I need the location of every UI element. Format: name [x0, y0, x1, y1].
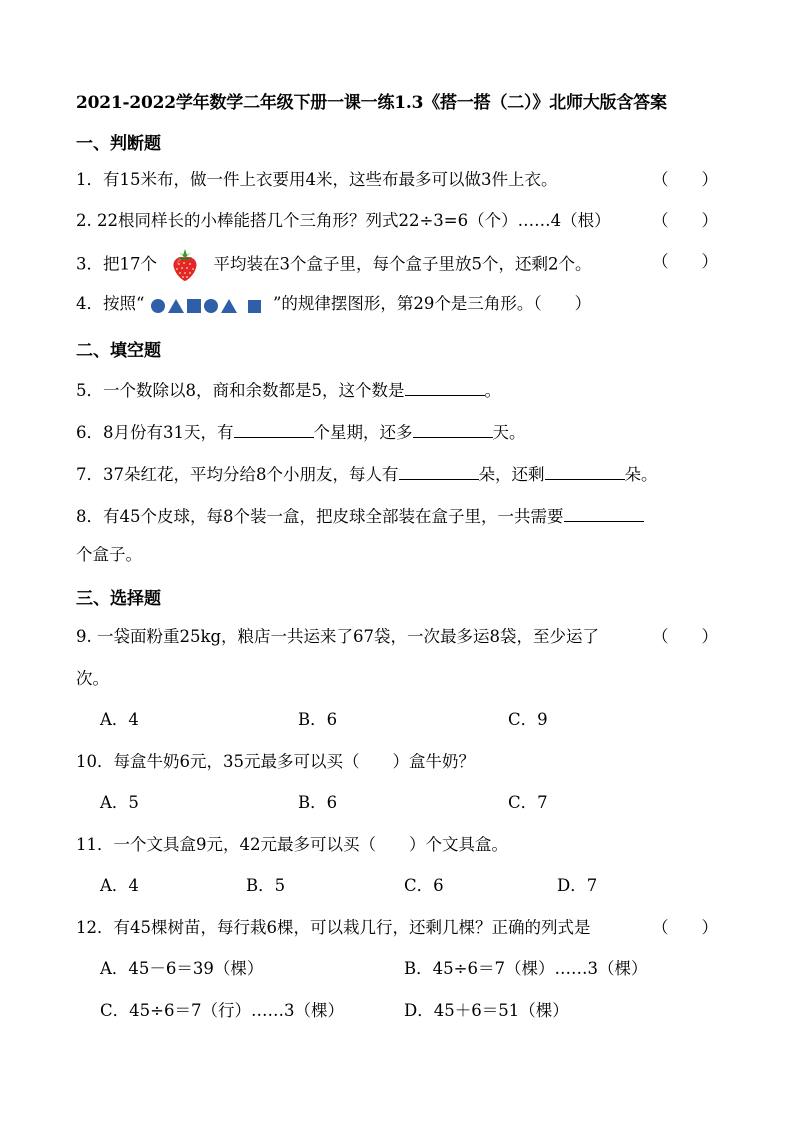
question-4-text-post: ”的规律摆图形，第29个是三角形。（ ） — [272, 294, 592, 313]
question-8-text-line1: 8．有45个皮球，每8个装一盒，把皮球全部装在盒子里，一共需要 — [76, 507, 564, 526]
question-12-option-b[interactable]: B．45÷6＝7（棵）……3（棵） — [404, 959, 648, 978]
question-10-text: 10．每盒牛奶6元，35元最多可以买（ ）盒牛奶？ — [76, 752, 475, 771]
square-shape-1 — [187, 299, 201, 313]
question-2 — [76, 209, 718, 233]
question-5 — [76, 377, 501, 403]
question-9 — [76, 625, 718, 649]
question-8-text-line2: 个盒子。 — [76, 545, 142, 564]
question-7-text-mid: 朵，还剩 — [478, 465, 545, 484]
question-8-line2 — [76, 543, 142, 567]
question-11-option-c[interactable]: C．6 — [404, 876, 444, 895]
question-7-blank-remain[interactable] — [545, 461, 625, 480]
question-6-text-post: 天。 — [492, 423, 526, 442]
circle-shape-1 — [151, 299, 165, 313]
question-9-option-b[interactable]: B．6 — [298, 710, 338, 729]
question-1-text: 1．有15米布，做一件上衣要用4米，这些布最多可以做3件上衣。 — [76, 170, 558, 189]
question-4 — [76, 292, 591, 317]
question-9-answer-paren[interactable]: （ ） — [652, 627, 718, 646]
question-12-text: 12．有45棵树苗，每行栽6棵，可以栽几行，还剩几棵？正确的列式是 — [76, 918, 591, 937]
question-9-text-line1: 9. 一袋面粉重25kg，粮店一共运来了67袋，一次最多运8袋，至少运了 — [76, 627, 600, 646]
shape-pattern-graphic — [150, 295, 268, 315]
question-12-option-a[interactable]: A．45－6＝39（棵） — [100, 959, 264, 978]
question-5-text-pre: 5．一个数除以8，商和余数都是5，这个数是 — [76, 381, 405, 400]
question-11-option-a[interactable]: A．4 — [100, 876, 139, 895]
question-12-option-c[interactable]: C．45÷6＝7（行）……3（棵） — [100, 1001, 344, 1020]
question-7-blank-each[interactable] — [399, 461, 479, 480]
question-8-blank[interactable] — [564, 503, 644, 522]
question-8 — [76, 503, 644, 529]
section-judge-heading: 一、判断题 — [76, 134, 161, 154]
question-6-text-mid: 个星期，还多 — [313, 423, 413, 442]
question-6 — [76, 419, 526, 445]
question-11-option-b[interactable]: B．5 — [246, 876, 286, 895]
question-11 — [76, 833, 508, 857]
question-6-text-pre: 6．8月份有31天，有 — [76, 423, 234, 442]
shape-pattern — [150, 293, 268, 317]
question-12 — [76, 916, 718, 940]
section-choice-heading: 三、选择题 — [76, 589, 161, 609]
question-9-text-line2: 次。 — [76, 669, 109, 688]
question-2-text: 2. 22根同样长的小棒能搭几个三角形？列式22÷3=6（个）……4（根） — [76, 211, 611, 230]
question-12-answer-paren[interactable]: （ ） — [652, 918, 718, 937]
question-2-answer-paren[interactable]: （ ） — [652, 211, 718, 230]
triangle-shape-2 — [221, 299, 237, 313]
question-5-blank[interactable] — [405, 377, 485, 396]
question-11-text: 11．一个文具盒9元，42元最多可以买（ ）个文具盒。 — [76, 835, 508, 854]
question-11-option-d[interactable]: D．7 — [557, 876, 598, 895]
question-3 — [76, 250, 718, 280]
question-12-option-d[interactable]: D．45＋6＝51（棵） — [404, 1001, 569, 1020]
question-7-text-post: 朵。 — [624, 465, 658, 484]
strawberry-icon — [168, 248, 202, 278]
question-6-blank-weeks[interactable] — [234, 419, 314, 438]
question-10 — [76, 750, 475, 774]
section-fill-heading: 二、填空题 — [76, 341, 161, 361]
document-title: 2021-2022学年数学二年级下册一课一练1.3《搭一搭（二）》北师大版含答案 — [76, 93, 667, 113]
square-shape-2 — [248, 300, 261, 313]
question-10-option-c[interactable]: C．7 — [508, 793, 548, 812]
circle-shape-2 — [204, 299, 218, 313]
question-3-answer-paren[interactable]: （ ） — [652, 252, 718, 271]
question-4-text-pre: 4．按照“ — [76, 294, 145, 313]
question-9-option-a[interactable]: A．4 — [100, 710, 139, 729]
question-7 — [76, 461, 658, 487]
question-9-option-c[interactable]: C．9 — [508, 710, 548, 729]
question-6-blank-days[interactable] — [413, 419, 493, 438]
question-1-answer-paren[interactable]: （ ） — [652, 170, 718, 189]
question-9-line2 — [76, 667, 109, 691]
question-10-option-a[interactable]: A．5 — [100, 793, 139, 812]
question-5-text-post: 。 — [484, 381, 501, 400]
question-7-text-pre: 7．37朵红花，平均分给8个小朋友，每人有 — [76, 465, 399, 484]
question-1 — [76, 168, 718, 192]
question-3-text-post: 平均装在3个盒子里，每个盒子里放5个，还剩2个。 — [213, 254, 592, 274]
question-10-option-b[interactable]: B．6 — [298, 793, 338, 812]
triangle-shape-1 — [168, 299, 184, 313]
question-3-text-pre: 3．把17个 — [76, 254, 157, 274]
